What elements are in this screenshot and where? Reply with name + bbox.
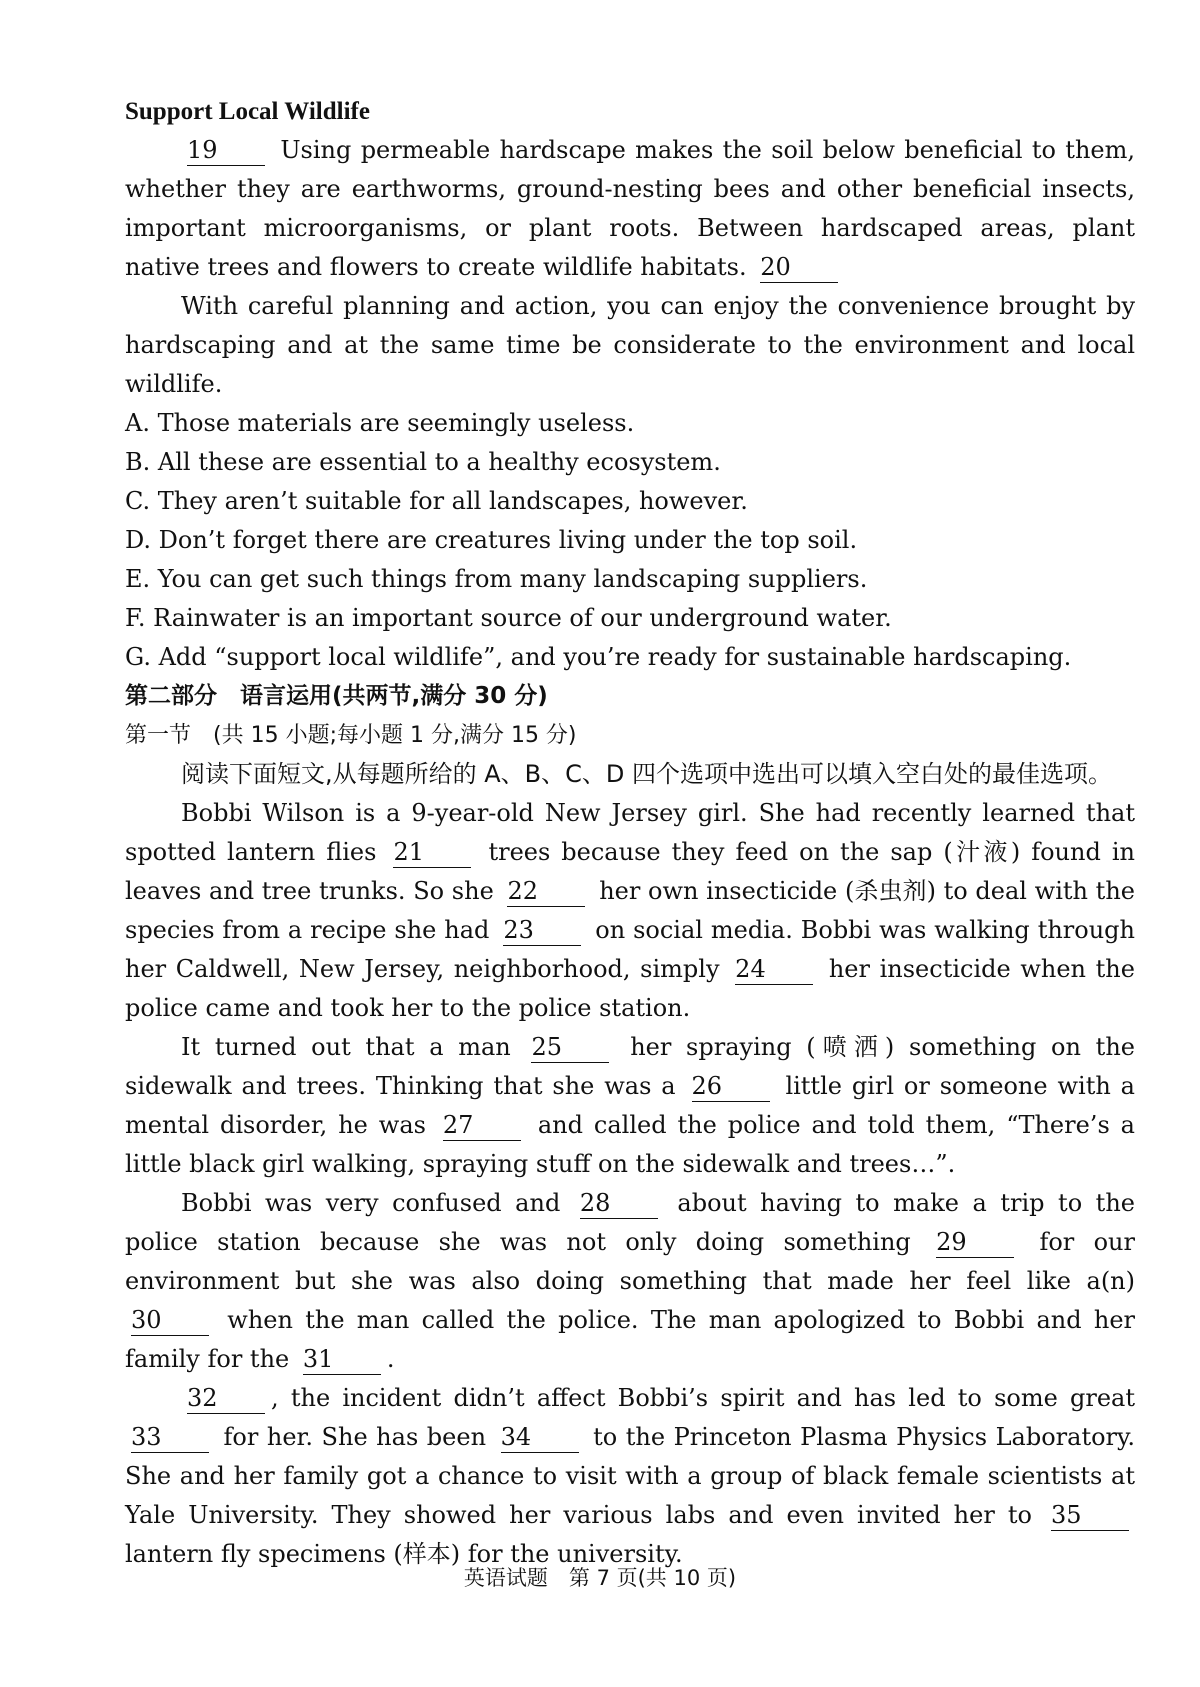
- option-b: B. All these are essential to a healthy ecosystem.: [125, 448, 721, 476]
- blank-25[interactable]: 25: [531, 1032, 609, 1063]
- option-f: F. Rainwater is an important source of our underground water.: [125, 604, 892, 632]
- blank-21[interactable]: 21: [393, 837, 471, 868]
- blank-23[interactable]: 23: [503, 915, 581, 946]
- blank-34[interactable]: 34: [501, 1422, 579, 1453]
- blank-29[interactable]: 29: [936, 1227, 1014, 1258]
- blank-28[interactable]: 28: [580, 1188, 658, 1219]
- blank-26[interactable]: 26: [692, 1071, 770, 1102]
- option-list: [125, 404, 1135, 677]
- blank-33[interactable]: 33: [131, 1422, 209, 1453]
- paragraph-conclusion: With careful planning and action, you can enjoy the convenience brought by hardscaping and at the same time be considerate to the environment and local wildlife.: [125, 292, 1135, 398]
- story-paragraph-2: It turned out that a man 25 her spraying (喷洒) something on the sidewalk and trees. Thinking that she was a 26 little girl or someone with a mental disorder, he was 27 and called the police and told them, “There’s a little black girl walking, spraying stuff on the sidewalk and trees…”.: [125, 1033, 1135, 1178]
- option-e: E. You can get such things from many landscaping suppliers.: [125, 565, 868, 593]
- blank-31[interactable]: 31: [303, 1344, 381, 1375]
- blank-35[interactable]: 35: [1051, 1500, 1129, 1531]
- page-footer: 英语试题 第 7 页(共 10 页): [463, 1566, 737, 1590]
- story-paragraph-1: Bobbi Wilson is a 9-year-old New Jersey girl. She had recently learned that spotted lantern flies 21 trees because they feed on the sap (汁液) found in leaves and tree trunks. So she 22 her own insecticide (杀虫剂) to deal with the species from a recipe she had 23 on social media. Bobbi was walking through her Caldwell, New Jersey, neighborhood, simply 24 her insecticide when the police came and took her to the police station.: [125, 799, 1135, 1022]
- section-one-title: 第一节 (共 15 小题;每小题 1 分,满分 15 分): [125, 723, 577, 748]
- option-a: A. Those materials are seemingly useless.: [125, 409, 635, 437]
- story-paragraph-3: Bobbi was very confused and 28 about having to make a trip to the police station because she was not only doing something 29 for our environment but she was also doing something that made her feel like a(n) 30 when the man called the police. The man apologized to Bobbi and her family for the 31 .: [125, 1189, 1135, 1373]
- section-heading: Support Local Wildlife: [125, 98, 370, 125]
- part-two-title: 第二部分 语言运用(共两节,满分 30 分): [125, 683, 548, 709]
- blank-24[interactable]: 24: [735, 954, 813, 985]
- blank-19[interactable]: 19: [187, 135, 265, 166]
- blank-27[interactable]: 27: [443, 1110, 521, 1141]
- blank-30[interactable]: 30: [131, 1305, 209, 1336]
- blank-22[interactable]: 22: [507, 876, 585, 907]
- option-c: C. They aren’t suitable for all landscapes, however.: [125, 487, 748, 515]
- instructions: 阅读下面短文,从每题所给的 A、B、C、D 四个选项中选出可以填入空白处的最佳选项。: [181, 760, 1113, 788]
- page-content: [125, 92, 1135, 1574]
- paragraph-support-wildlife: 19 Using permeable hardscape makes the soil below beneficial to them, whether they are earthworms, ground-nesting bees and other beneficial insects, important microorganisms, or plant roots. Between hardscaped areas, plant native trees and flowers to create wildlife habitats. 20: [125, 136, 1135, 281]
- blank-20[interactable]: 20: [760, 252, 838, 283]
- option-g: G. Add “support local wildlife”, and you’re ready for sustainable hardscaping.: [125, 643, 1072, 671]
- story-paragraph-4: 32 , the incident didn’t affect Bobbi’s spirit and has led to some great 33 for her. She has been 34 to the Princeton Plasma Physics Laboratory. She and her family got a chance to visit with a group of black female scientists at Yale University. They showed her various labs and even invited her to 35 lantern fly specimens (样本) for the university.: [125, 1384, 1136, 1568]
- option-d: D. Don’t forget there are creatures living under the top soil.: [125, 526, 858, 554]
- blank-32[interactable]: 32: [187, 1383, 265, 1414]
